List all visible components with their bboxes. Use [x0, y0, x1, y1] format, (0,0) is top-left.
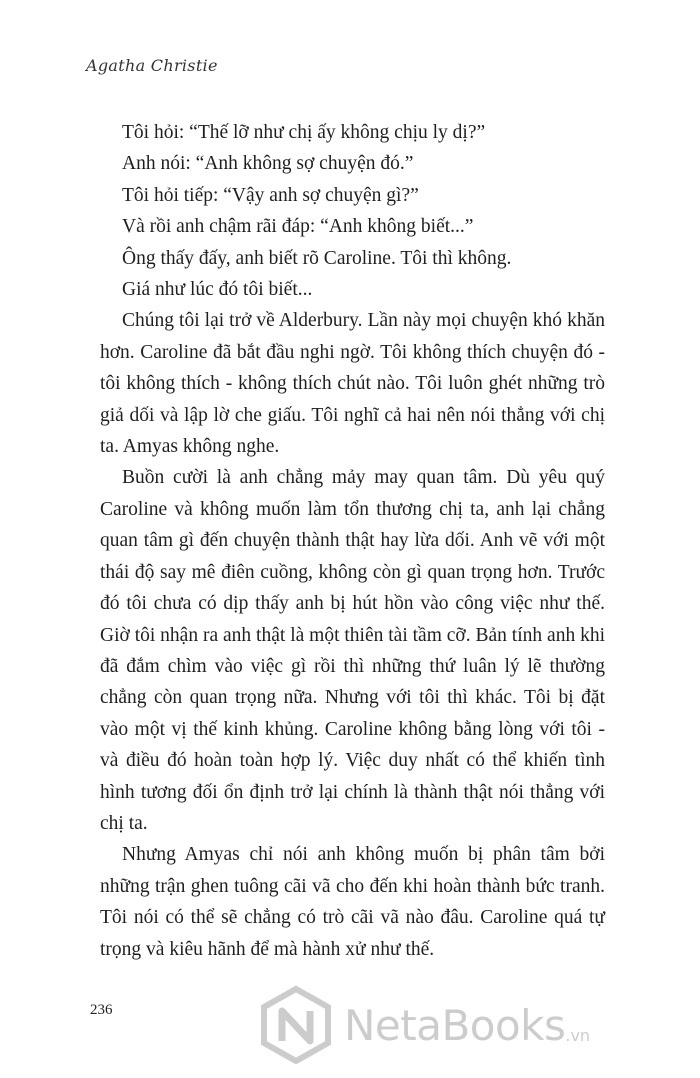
paragraph: Anh nói: “Anh không sợ chuyện đó.” — [122, 153, 414, 175]
paragraph: Giá như lúc đó tôi biết... — [122, 279, 313, 301]
paragraph: Tôi hỏi: “Thế lỡ như chị ấy không chịu ly dị?” — [122, 122, 486, 143]
author-signature: Agatha Christie — [86, 56, 218, 75]
paragraph: Chúng tôi lại trở về Alderbury. Lần này mọi chuyện khó khăn hơn. Caroline đã bắt đầu nghi ngờ. Tôi không thích chuyện đó - tôi không thích - không thích chút nào. Tôi luôn ghét những trò giả dối và lập lờ che giấu. Tôi nghĩ cả hai nên nói thẳng với chị ta. Amyas không nghe. — [100, 310, 605, 458]
watermark-suffix: .vn — [565, 1026, 591, 1045]
watermark-text: NetaBooks — [344, 1000, 566, 1050]
paragraph: Và rồi anh chậm rãi đáp: “Anh không biết...” — [122, 216, 474, 238]
body-text — [100, 117, 605, 965]
paragraph: Nhưng Amyas chỉ nói anh không muốn bị phân tâm bởi những trận ghen tuông cãi vã cho đến khi hoàn thành bức tranh. Tôi nói có thể sẽ chẳng có trò cãi vã nào đâu. Caroline quá tự trọng và kiêu hãnh để mà hành xử như thế. — [100, 844, 605, 960]
netabooks-logo-icon — [256, 985, 336, 1065]
paragraph: Ông thấy đấy, anh biết rõ Caroline. Tôi thì không. — [122, 247, 512, 269]
page-number: 236 — [90, 1002, 113, 1018]
paragraph: Tôi hỏi tiếp: “Vậy anh sợ chuyện gì?” — [122, 184, 419, 206]
paragraph: Buồn cười là anh chẳng mảy may quan tâm. Dù yêu quý Caroline và không muốn làm tổn thương chị ta, anh lại chẳng quan tâm gì đến chuyện thành thật hay lừa dối. Anh vẽ với một thái độ say mê điên cuồng, không còn gì quan trọng hơn. Trước đó tôi chưa có dịp thấy anh bị hút hồn vào công việc như thế. Giờ tôi nhận ra anh thật là một thiên tài tầm cỡ. Bản tính anh khi đã đắm chìm vào việc gì rồi thì những thứ luân lý lẽ thường chẳng còn quan trọng nữa. Nhưng với tôi thì khác. Tôi bị đặt vào một vị thế kinh khủng. Caroline không bằng lòng với tôi - và điều đó hoàn toàn hợp lý. Việc duy nhất có thể khiến tình hình tương đối ổn định trở lại chính là thành thật nói thẳng với chị ta. — [100, 467, 605, 834]
watermark — [256, 975, 700, 1075]
